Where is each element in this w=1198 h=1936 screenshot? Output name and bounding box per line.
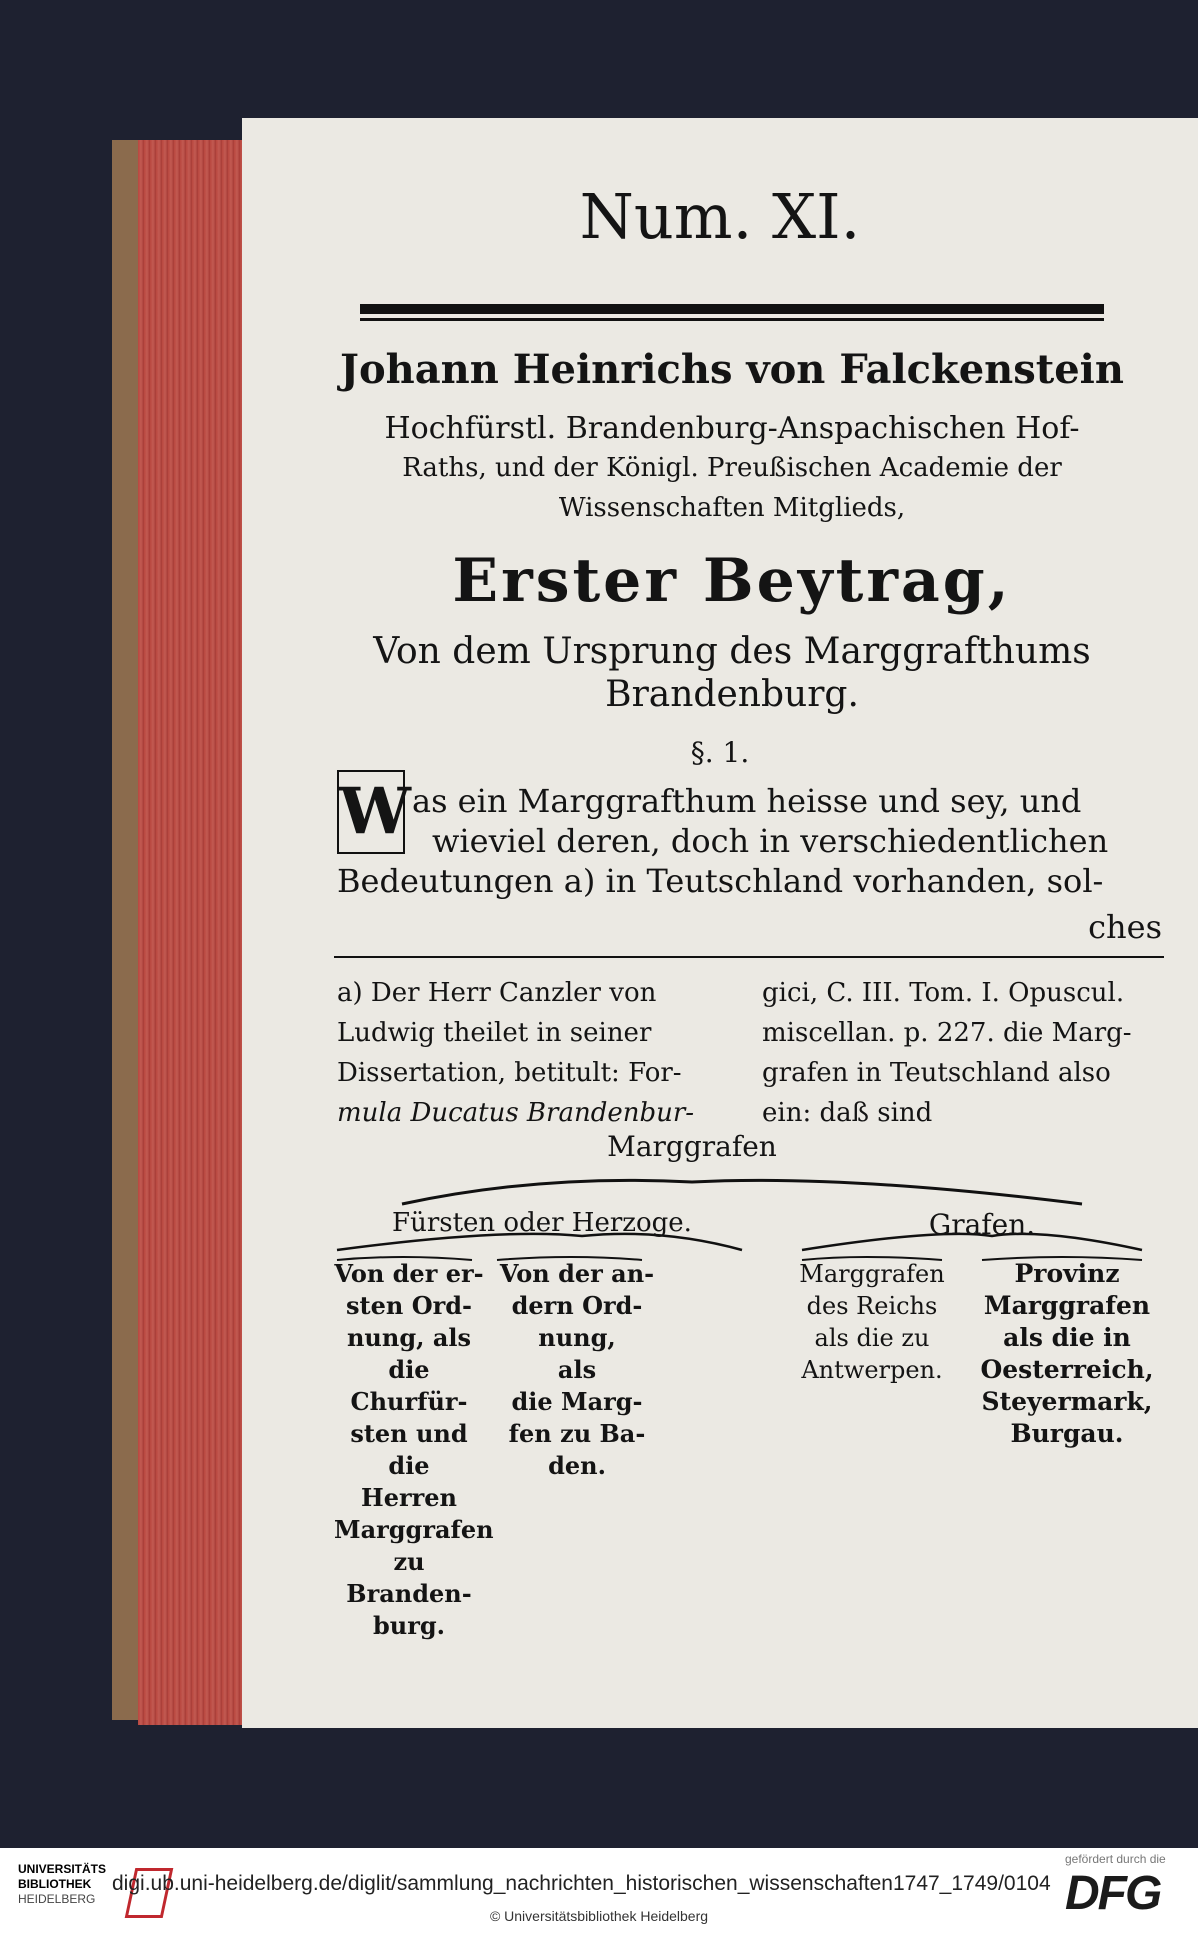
- leaf-line: als die in: [1003, 1323, 1131, 1352]
- footnote-line: miscellan. p. 227. die Marg-: [762, 1018, 1132, 1048]
- author-title-2: Raths, und der Königl. Preußischen Academie der: [402, 453, 1062, 483]
- author-name: Johann Heinrichs von Falckenstein: [340, 346, 1124, 393]
- section-title: Erster Beytrag,: [452, 546, 1012, 616]
- copyright: © Universitätsbibliothek Heidelberg: [489, 1908, 709, 1924]
- leaf-line: zu Branden-: [346, 1547, 472, 1608]
- diagram-left-group: Fürsten oder Herzoge.: [392, 1208, 692, 1238]
- leaf-line: Von der er-: [334, 1259, 484, 1288]
- dfg-logo: DFG: [1065, 1867, 1161, 1920]
- leaf-line: Oesterreich,: [980, 1355, 1154, 1384]
- footnote-line: mula Ducatus Brandenbur-: [337, 1098, 695, 1128]
- leaf-line: die Marg-: [511, 1387, 643, 1416]
- page-url-link[interactable]: digi.ub.uni-heidelberg.de/diglit/sammlung_nachrichten_historischen_wissenschaften1747_1749/0104: [112, 1872, 1051, 1895]
- book-page: [242, 118, 1198, 1728]
- leaf-line: Marggrafen: [799, 1260, 945, 1288]
- leaf-line: Marggrafen: [334, 1515, 494, 1544]
- funded-label: gefördert durch die: [1065, 1852, 1166, 1866]
- logo-line: UNIVERSITÄTS: [18, 1862, 107, 1876]
- diagram-leaf-2: [497, 1258, 657, 1482]
- leaf-line: die Churfür-: [350, 1355, 468, 1416]
- logo-line: HEIDELBERG: [18, 1892, 96, 1906]
- page-title: Num. XI.: [579, 180, 861, 253]
- leaf-line: Antwerpen.: [801, 1356, 943, 1384]
- diagram-leaf-4: [972, 1258, 1162, 1450]
- leaf-line: als die zu: [814, 1324, 930, 1352]
- leaf-line: Von der an-: [499, 1259, 655, 1288]
- leaf-line: Provinz: [1014, 1259, 1120, 1288]
- body-line-1: as ein Marggrafthum heisse und sey, und: [412, 782, 1082, 820]
- leaf-line: fen zu Ba-: [508, 1419, 646, 1448]
- leaf-line: Burgau.: [1010, 1419, 1124, 1448]
- footer-bar: [0, 1848, 1198, 1936]
- author-title-3: Wissenschaften Mitglieds,: [558, 493, 906, 523]
- leaf-line: nung,: [538, 1323, 616, 1352]
- leaf-line: den.: [548, 1451, 606, 1480]
- diagram-root: Marggrafen: [607, 1130, 777, 1163]
- leaf-line: als: [557, 1355, 597, 1384]
- body-line-3: Bedeutungen a) in Teutschland vorhanden, sol-: [337, 862, 1104, 900]
- leaf-line: sten Ord-: [346, 1291, 472, 1320]
- leaf-line: des Reichs: [806, 1292, 938, 1320]
- footnote-line: Ludwig theilet in seiner: [337, 1018, 652, 1048]
- subtitle-2: Brandenburg.: [605, 674, 859, 715]
- footnote-line: Dissertation, betitult: For-: [337, 1058, 682, 1088]
- page-edges: [138, 140, 248, 1725]
- leaf-line: Steyermark,: [981, 1387, 1153, 1416]
- footnote-line: a) Der Herr Canzler von: [337, 978, 657, 1008]
- body-line-2: wieviel deren, doch in verschiedentlichen: [432, 822, 1109, 860]
- leaf-line: Herren: [361, 1483, 457, 1512]
- logo-line: BIBLIOTHEK: [18, 1877, 92, 1891]
- diagram-leaf-3: [787, 1258, 957, 1386]
- diagram-right-group: Grafen.: [928, 1208, 1036, 1241]
- leaf-line: nung, als: [346, 1323, 472, 1352]
- drop-capital: W: [337, 770, 405, 854]
- footnote-line: ein: daß sind: [762, 1098, 933, 1128]
- leaf-line: burg.: [372, 1611, 445, 1640]
- author-title-1: Hochfürstl. Brandenburg-Anspachischen Hof-: [384, 411, 1080, 446]
- diagram-leaf-1: [334, 1258, 494, 1642]
- subtitle-1: Von dem Ursprung des Marggrafthums: [373, 631, 1091, 672]
- footnote-line: grafen in Teutschland also: [762, 1058, 1111, 1088]
- catchword: ches: [1088, 908, 1162, 946]
- leaf-line: sten und die: [350, 1419, 468, 1480]
- leaf-line: Marggrafen: [983, 1291, 1151, 1320]
- leaf-line: dern Ord-: [511, 1291, 643, 1320]
- section-mark: §. 1.: [690, 736, 750, 769]
- footnote-line: gici, C. III. Tom. I. Opuscul.: [762, 978, 1125, 1008]
